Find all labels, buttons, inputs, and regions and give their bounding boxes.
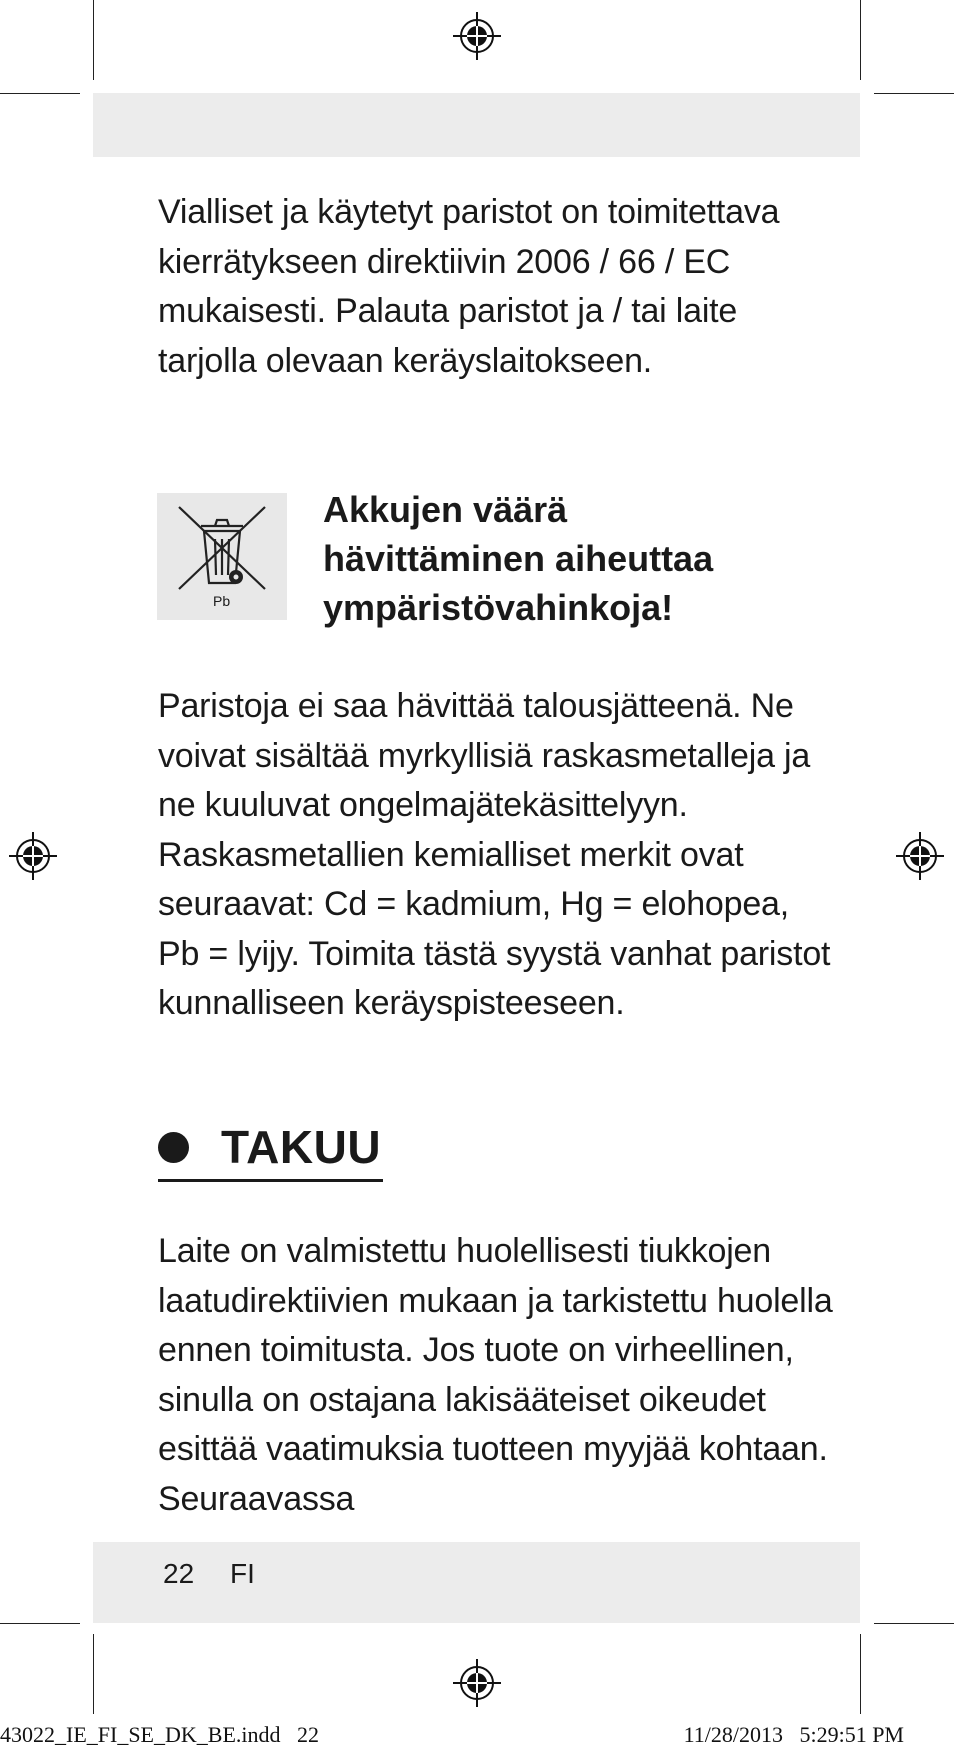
crop-mark [93,0,94,80]
print-slug-file: 43022_IE_FI_SE_DK_BE.indd 22 [0,1722,319,1747]
warranty-paragraph: Laite on valmistettu huolellisesti tiukkojen laatudirektiivien mukaan ja tarkistettu huolella ennen toimitusta. Jos tuote on virheellinen, sinulla on ostajana lakisääteiset oikeudet esittää vaatimuksia tuotteen myyjää kohtaan. Seuraavassa [158,1232,833,1518]
crop-mark [0,1623,80,1624]
section-heading [158,1115,383,1182]
crop-mark [860,0,861,80]
registration-mark-icon [451,10,503,62]
warning-title-line: hävittäminen aiheuttaa [323,538,714,579]
header-band [93,93,860,157]
intro-paragraph: Vialliset ja käytetyt paristot on toimitettava kierrätykseen direktiivin 2006 / 66 / EC mukaisesti. Palauta paristot ja / tai laite tarjolla olevaan keräyslaitokseen. [158,193,780,380]
footer-band [93,1542,860,1623]
disposal-paragraph: Paristoja ei saa hävittää talousjätteenä. Ne voivat sisältää myrkyllisiä raskasmetalleja ja ne kuuluvat ongelmajätekäsittelyyn. Raskasmetallien kemialliset merkit ovat seuraavat: Cd = kadmium, Hg = elohopea, Pb = lyijy. Toimita tästä syystä vanhat paristot kunnalliseen keräyspisteeseen. [158,687,831,1022]
warning-icon-label: Pb [213,593,231,609]
registration-mark-icon [894,830,946,882]
crop-mark [93,1634,94,1714]
crop-mark [874,1623,954,1624]
crop-mark [874,93,954,94]
bullet-icon [158,1132,189,1163]
warning-title [323,485,843,632]
language-code: FI [230,1558,255,1589]
crop-mark [860,1634,861,1714]
crop-mark [0,93,80,94]
registration-mark-icon [451,1657,503,1709]
battery-disposal-icon [157,493,287,620]
section-title: TAKUU [221,1121,382,1173]
warning-title-line: Akkujen väärä [323,489,568,530]
print-slug-timestamp: 11/28/2013 5:29:51 PM [683,1722,904,1747]
warning-title-line: ympäristövahinkoja! [323,587,674,628]
registration-mark-icon [7,830,59,882]
page-number: 22 [163,1558,195,1589]
